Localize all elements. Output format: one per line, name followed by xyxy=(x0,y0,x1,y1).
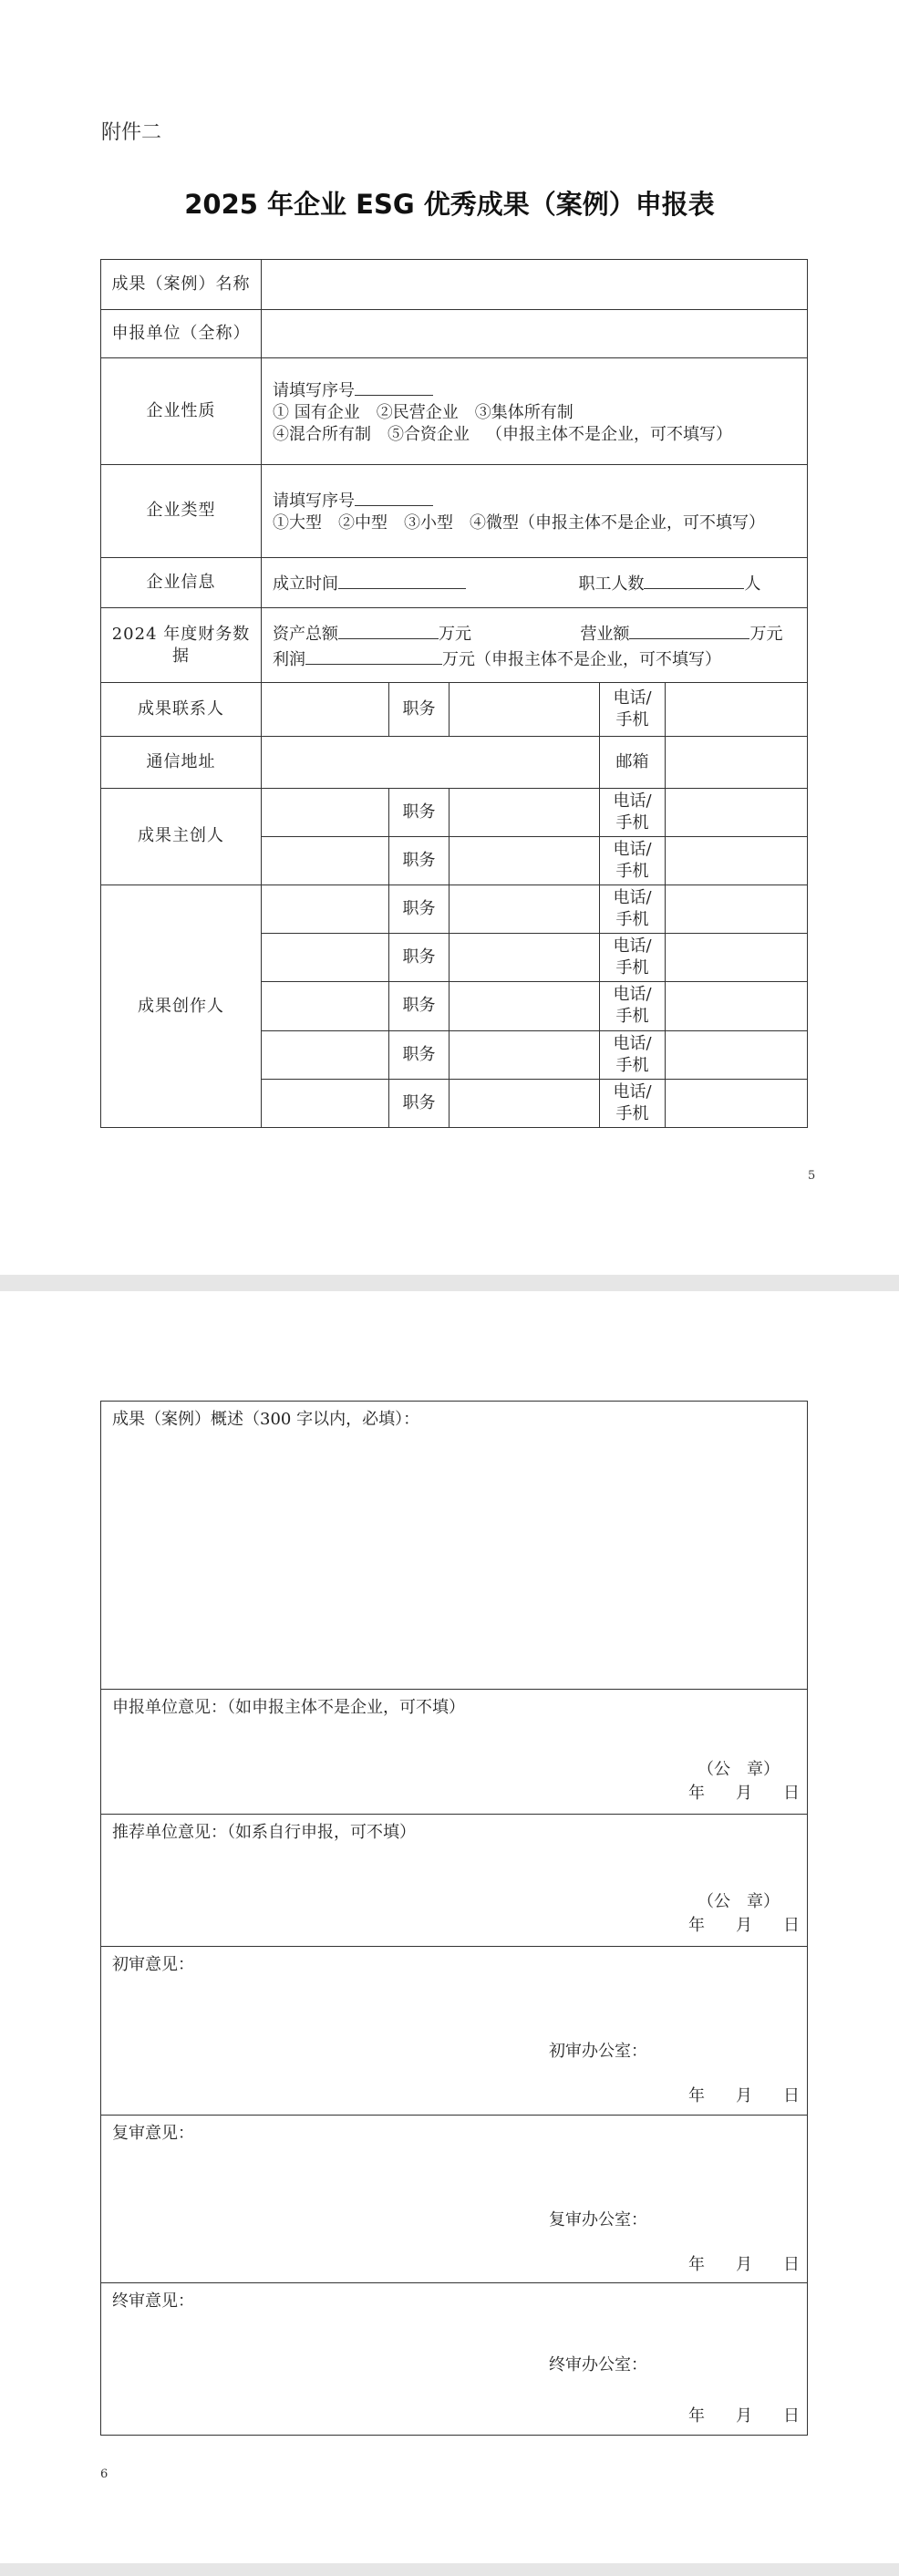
row-summary xyxy=(101,1402,808,1690)
creator-position-field[interactable] xyxy=(450,885,600,934)
day-label: 日 xyxy=(783,1784,800,1803)
page-number: 6 xyxy=(100,2467,108,2481)
staff-label: 职工人数 xyxy=(578,574,645,595)
seal-label: （公 章） xyxy=(698,1760,780,1779)
nature-note: （申报主体不是企业，可不填写） xyxy=(486,425,732,444)
type-opt-large: ①大型 xyxy=(273,513,322,533)
month-label: 月 xyxy=(736,2255,752,2274)
row-lead-1 xyxy=(101,788,808,836)
creator-position-field[interactable] xyxy=(450,982,600,1030)
position-label: 职务 xyxy=(389,788,450,836)
year-label: 年 xyxy=(688,2086,705,2105)
seal-label: （公 章） xyxy=(698,1892,780,1911)
postcode-field[interactable] xyxy=(666,736,808,788)
creator-name-field[interactable] xyxy=(262,982,389,1030)
founded-blank[interactable] xyxy=(338,570,466,589)
nature-label: 企业性质 xyxy=(101,358,262,464)
position-label: 职务 xyxy=(389,982,450,1030)
second-review-label: 复审意见： xyxy=(112,2124,194,2143)
creator-phone-field[interactable] xyxy=(666,934,808,982)
first-review-label: 初审意见： xyxy=(112,1955,194,1974)
lead-position-field[interactable] xyxy=(450,788,600,836)
form-title: 2025 年企业 ESG 优秀成果（案例）申报表 xyxy=(184,189,715,220)
review-table xyxy=(100,1401,808,2436)
position-label: 职务 xyxy=(389,683,450,736)
month-label: 月 xyxy=(736,1916,752,1935)
final-review-cell[interactable] xyxy=(101,2283,808,2436)
month-label: 月 xyxy=(736,1784,752,1803)
unit-field[interactable] xyxy=(262,310,808,358)
year-label: 年 xyxy=(688,2406,705,2426)
date-line xyxy=(657,1783,800,1805)
row-enterprise-info xyxy=(101,558,808,608)
row-finance xyxy=(101,608,808,683)
address-field[interactable] xyxy=(262,736,600,788)
row-final-review xyxy=(101,2283,808,2436)
revenue-blank[interactable] xyxy=(629,620,749,639)
row-creator-1 xyxy=(101,885,808,934)
position-label: 职务 xyxy=(389,1079,450,1127)
lead-name-field[interactable] xyxy=(262,836,389,885)
creators-label: 成果创作人 xyxy=(101,885,262,1128)
phone-label: 电话/手机 xyxy=(600,1079,666,1127)
nature-opt-jv: ⑤合资企业 xyxy=(388,425,470,444)
row-enterprise-type xyxy=(101,464,808,557)
day-label: 日 xyxy=(783,2406,800,2426)
revenue-unit: 万元 xyxy=(749,624,783,644)
date-line xyxy=(657,2254,800,2276)
lead-position-field[interactable] xyxy=(450,836,600,885)
day-label: 日 xyxy=(783,1916,800,1935)
type-field[interactable] xyxy=(262,464,808,557)
row-case-name xyxy=(101,260,808,310)
contact-label: 成果联系人 xyxy=(101,683,262,736)
position-label: 职务 xyxy=(389,1030,450,1079)
nature-prompt: 请填写序号 xyxy=(273,381,355,400)
position-label: 职务 xyxy=(389,836,450,885)
second-review-cell[interactable] xyxy=(101,2116,808,2283)
summary-cell[interactable] xyxy=(101,1402,808,1690)
date-line xyxy=(657,1915,800,1937)
profit-note: 万元（申报主体不是企业，可不填写） xyxy=(442,649,721,669)
lead-phone-field[interactable] xyxy=(666,788,808,836)
case-name-label: 成果（案例）名称 xyxy=(101,260,262,310)
unit-label: 申报单位（全称） xyxy=(101,310,262,358)
creator-phone-field[interactable] xyxy=(666,885,808,934)
phone-label: 电话/手机 xyxy=(600,683,666,736)
type-opt-small: ③小型 xyxy=(404,513,453,533)
phone-label: 电话/手机 xyxy=(600,885,666,934)
final-review-label: 终审意见： xyxy=(112,2292,194,2311)
phone-label: 电话/手机 xyxy=(600,836,666,885)
lead-phone-field[interactable] xyxy=(666,836,808,885)
type-blank[interactable] xyxy=(355,487,433,506)
staff-unit: 人 xyxy=(744,574,761,595)
month-label: 月 xyxy=(736,2406,752,2426)
row-first-review xyxy=(101,1947,808,2116)
creator-name-field[interactable] xyxy=(262,934,389,982)
first-review-cell[interactable] xyxy=(101,1947,808,2116)
info-label: 企业信息 xyxy=(101,558,262,608)
nature-opt-collective: ③集体所有制 xyxy=(474,403,574,422)
lead-name-field[interactable] xyxy=(262,788,389,836)
revenue-label: 营业额 xyxy=(580,624,630,644)
finance-field[interactable] xyxy=(262,608,808,683)
case-name-field[interactable] xyxy=(262,260,808,310)
summary-label: 成果（案例）概述（300 字以内，必填）： xyxy=(112,1410,420,1429)
creator-phone-field[interactable] xyxy=(666,1079,808,1127)
nature-opt-mixed: ④混合所有制 xyxy=(273,425,371,444)
page-5 xyxy=(0,0,899,1275)
day-label: 日 xyxy=(783,2086,800,2105)
date-line xyxy=(657,2085,800,2107)
creator-position-field[interactable] xyxy=(450,934,600,982)
year-label: 年 xyxy=(688,1784,705,1803)
nature-blank[interactable] xyxy=(355,377,433,396)
day-label: 日 xyxy=(783,2255,800,2274)
page-number: 5 xyxy=(808,1169,816,1183)
nature-opt-private: ②民营企业 xyxy=(376,403,459,422)
row-recommender-opinion xyxy=(101,1815,808,1947)
phone-label: 电话/手机 xyxy=(600,1030,666,1079)
type-prompt: 请填写序号 xyxy=(273,491,355,512)
assets-label: 资产总额 xyxy=(273,624,338,644)
final-office-label: 终审办公室： xyxy=(549,2355,647,2374)
nature-opt-state: ① 国有企业 xyxy=(273,403,360,422)
phone-label: 电话/手机 xyxy=(600,982,666,1030)
contact-position-field[interactable] xyxy=(450,683,600,736)
postcode-label: 邮箱 xyxy=(600,736,666,788)
assets-blank[interactable] xyxy=(338,620,439,639)
type-opt-medium: ②中型 xyxy=(338,513,388,533)
applicant-opinion-label: 申报单位意见：（如申报主体不是企业，可不填） xyxy=(112,1698,465,1717)
info-field[interactable] xyxy=(262,558,808,608)
staff-blank[interactable] xyxy=(644,570,744,589)
founded-label: 成立时间 xyxy=(273,574,338,595)
page-6 xyxy=(0,1291,899,2563)
creator-phone-field[interactable] xyxy=(666,1030,808,1079)
type-note: （申报主体不是企业，可不填写） xyxy=(519,513,765,533)
profit-blank[interactable] xyxy=(305,646,442,665)
nature-field[interactable] xyxy=(262,358,808,464)
month-label: 月 xyxy=(736,2086,752,2105)
creator-name-field[interactable] xyxy=(262,1079,389,1127)
creator-name-field[interactable] xyxy=(262,885,389,934)
second-office-label: 复审办公室： xyxy=(549,2210,647,2229)
recommender-opinion-cell[interactable] xyxy=(101,1815,808,1947)
row-unit xyxy=(101,310,808,358)
creator-position-field[interactable] xyxy=(450,1030,600,1079)
type-opt-micro: ④微型 xyxy=(470,513,519,533)
phone-label: 电话/手机 xyxy=(600,934,666,982)
row-enterprise-nature xyxy=(101,358,808,464)
row-applicant-opinion xyxy=(101,1690,808,1815)
address-label: 通信地址 xyxy=(101,736,262,788)
date-line xyxy=(657,2405,800,2427)
position-label: 职务 xyxy=(389,885,450,934)
lead-label: 成果主创人 xyxy=(101,788,262,885)
creator-name-field[interactable] xyxy=(262,1030,389,1079)
recommender-opinion-label: 推荐单位意见：（如系自行申报，可不填） xyxy=(112,1823,416,1842)
first-office-label: 初审办公室： xyxy=(549,2042,647,2061)
row-second-review xyxy=(101,2116,808,2283)
application-form-table xyxy=(100,259,808,1128)
row-contact xyxy=(101,683,808,736)
row-address xyxy=(101,736,808,788)
year-label: 年 xyxy=(688,2255,705,2274)
finance-label: 2024 年度财务数据 xyxy=(101,608,262,683)
contact-name-field[interactable] xyxy=(262,683,389,736)
applicant-opinion-cell[interactable] xyxy=(101,1690,808,1815)
phone-label: 电话/手机 xyxy=(600,788,666,836)
assets-unit: 万元 xyxy=(439,624,471,644)
year-label: 年 xyxy=(688,1916,705,1935)
position-label: 职务 xyxy=(389,934,450,982)
attachment-label: 附件二 xyxy=(101,121,162,144)
creator-position-field[interactable] xyxy=(450,1079,600,1127)
profit-label: 利润 xyxy=(273,649,305,669)
type-label: 企业类型 xyxy=(101,464,262,557)
creator-phone-field[interactable] xyxy=(666,982,808,1030)
contact-phone-field[interactable] xyxy=(666,683,808,736)
